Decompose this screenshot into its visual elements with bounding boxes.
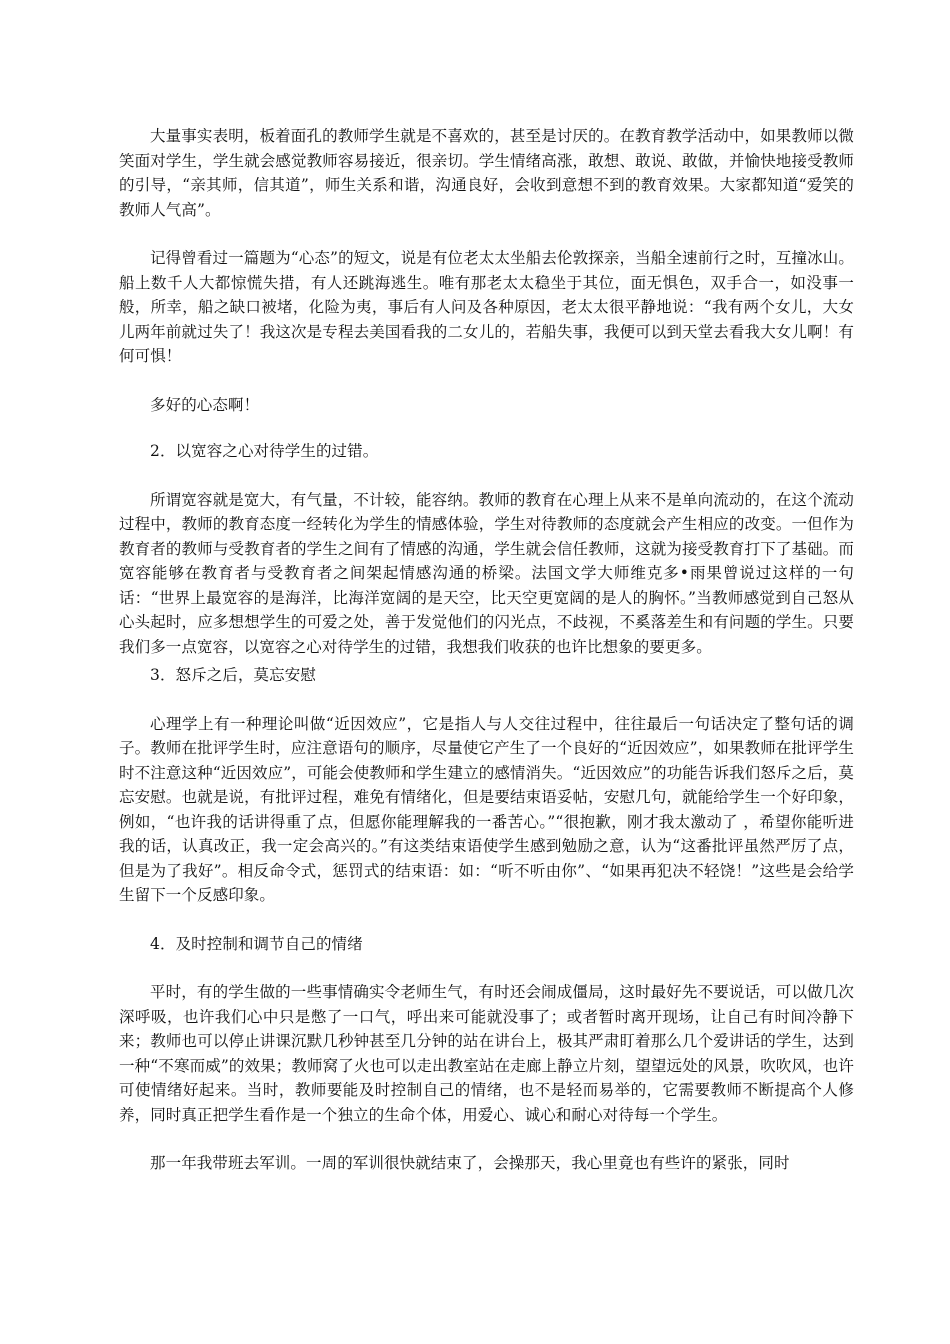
paragraph-tolerance: 所谓宽容就是宽大，有气量，不计较，能容纳。教师的教育在心理上从来不是单向流动的，在这个流动过程中，教师的教育态度一经转化为学生的情感体验，学生对待教师的态度就会产生相应的改变。一但作为教育者的教师与受教育者的学生之间有了情感的沟通，学生就会信任教师，这就为接受教育打下了基础。而宽容能够在教育者与受教育者之间架起情感沟通的桥梁。法国文学大师维克多•雨果曾说过这样的一句话：“世界上最宽容的是海洋，比海洋宽阔的是天空，比天空更宽阔的是人的胸怀。”当教师感觉到自己怒从心头起时，应多想想学生的可爱之处，善于发觉他们的闪光点，不歧视，不奚落差生和有问题的学生。只要我们多一点宽容，以宽容之心对待学生的过错，我想我们收获的也许比想象的要更多。 bbox=[119, 490, 854, 656]
paragraph-old-lady-story: 记得曾看过一篇题为“心态”的短文，说是有位老太太坐船去伦敦探亲，当船全速前行之时，互撞冰山。船上数千人大都惊慌失措，有人还跳海逃生。唯有那老太太稳坐于其位，面无惧色，双手合一，如没事一般，所幸，船之缺口被堵，化险为夷，事后有人问及各种原因，老太太很平静地说：“我有两个女儿，大女儿两年前就过失了！我这次是专程去美国看我的二女儿的，若船失事，我便可以到天堂去看我大女儿啊！有何可惧！ bbox=[119, 249, 854, 365]
document-body bbox=[119, 124, 854, 1176]
section-heading-emotion-control: 4．及时控制和调节自己的情绪 bbox=[150, 934, 363, 953]
paragraph-military-training: 那一年我带班去军训。一周的军训很快就结束了，会操那天，我心里竟也有些许的紧张，同时 bbox=[150, 1154, 790, 1172]
paragraph-smiling-teacher: 大量事实表明，板着面孔的教师学生就是不喜欢的，甚至是讨厌的。在教育教学活动中，如果教师以微笑面对学生，学生就会感觉教师容易接近，很亲切。学生情绪高涨，敢想、敢说、敢做，并愉快地接受教师的引导，“亲其师，信其道”，师生关系和谐，沟通良好，会收到意想不到的教育效果。大家都知道“爱笑的教师人气高”。 bbox=[119, 127, 854, 219]
section-heading-comfort: 3．怒斥之后，莫忘安慰 bbox=[150, 666, 316, 684]
paragraph-good-attitude: 多好的心态啊！ bbox=[150, 395, 260, 414]
paragraph-emotion-control: 平时，有的学生做的一些事情确实令老师生气，有时还会闹成僵局，这时最好先不要说话，可以做几次深呼吸，也许我们心中只是憋了一口气，呼出来可能就没事了；或者暂时离开现场，让自己有时间冷静下来；教师也可以停止讲课沉默几秒钟甚至几分钟的站在讲台上，极其严肃盯着那么几个爱讲话的学生，达到一种“不寒而威”的效果；教师窝了火也可以走出教室站在走廊上静立片刻，望望远处的风景，吹吹风，也许可使情绪好起来。当时，教师要能及时控制自己的情绪，也不是轻而易举的，它需要教师不断提高个人修养，同时真正把学生看作是一个独立的生命个体，用爱心、诚心和耐心对待每一个学生。 bbox=[119, 983, 854, 1124]
section-heading-tolerance: 2．以宽容之心对待学生的过错。 bbox=[150, 442, 379, 460]
paragraph-recency-effect: 心理学上有一种理论叫做“近因效应”，它是指人与人交往过程中，往往最后一句话决定了整句话的调子。教师在批评学生时，应注意语句的顺序，尽量使它产生了一个良好的“近因效应”，如果教师在批评学生时不注意这种“近因效应”，可能会使教师和学生建立的感情消失。“近因效应”的功能告诉我们怒斥之后，莫忘安慰。也就是说，有批评过程，难免有情绪化，但是要结束语妥帖，安慰几句，就能给学生一个好印象，例如，“也许我的话讲得重了点，但愿你能理解我的一番苦心。”“很抱歉，刚才我太激动了 ，希望你能听进我的话，认真改正，我一定会高兴的。”有这类结束语使学生感到勉励之意，认为“这番批评虽然严厉了点，但是为了我好”。相反命令式，惩罚式的结束语：如：“听不听由你”、“如果再犯决不轻饶！”这些是会给学生留下一个反感印象。 bbox=[119, 714, 854, 904]
